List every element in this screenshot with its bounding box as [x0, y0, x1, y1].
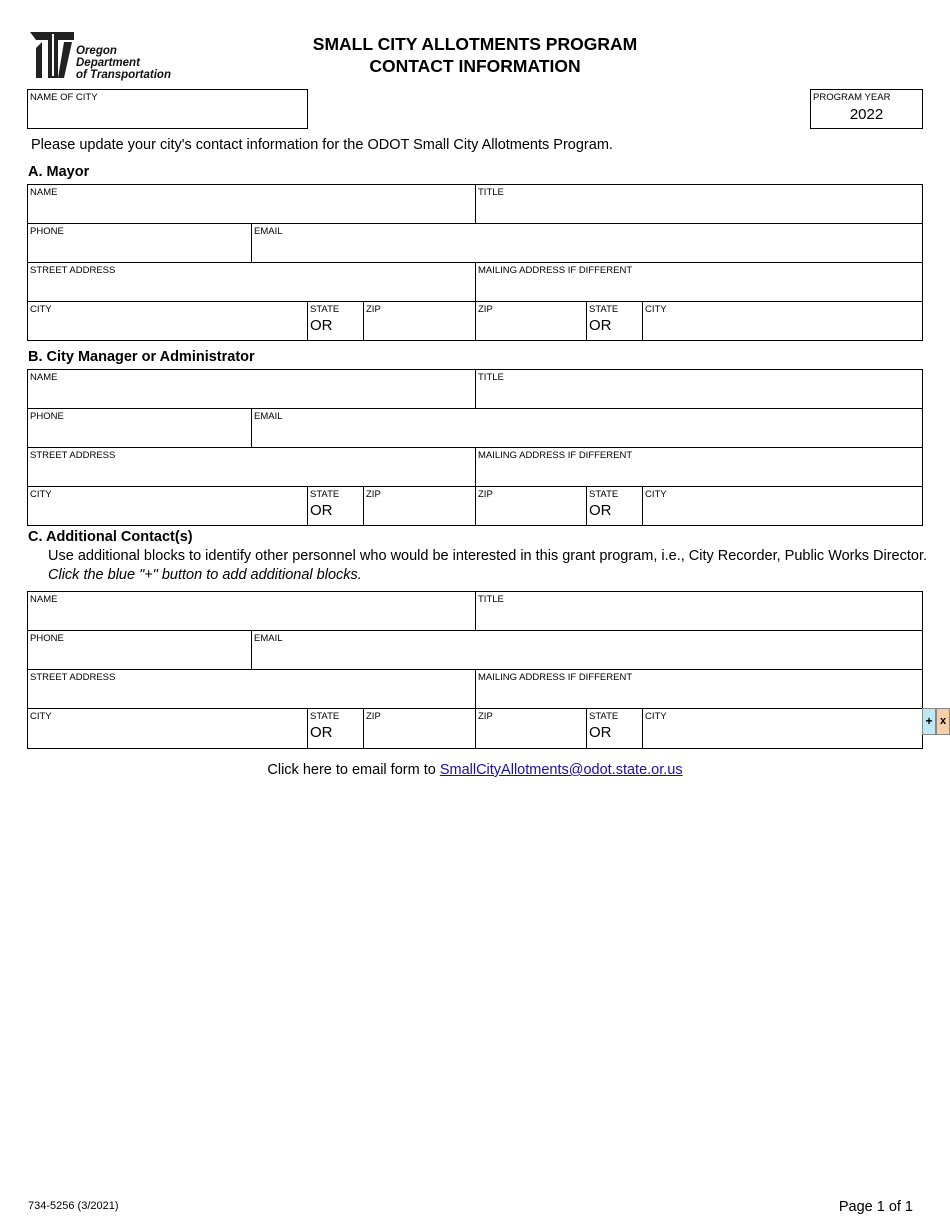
program-year-label: PROGRAM YEAR	[813, 92, 891, 103]
manager-name-field[interactable]	[28, 370, 476, 409]
section-a-block	[27, 184, 923, 341]
field-label: STATE	[589, 711, 619, 722]
field-label: PHONE	[30, 411, 64, 422]
mayor-mail-city-field[interactable]	[643, 302, 922, 340]
field-label: ZIP	[478, 711, 493, 722]
intro-text: Please update your city's contact information for the ODOT Small City Allotments Program.	[31, 137, 613, 153]
manager-mailing-field[interactable]	[476, 448, 922, 487]
contact-title-field[interactable]	[476, 592, 922, 631]
manager-state-field[interactable]	[308, 487, 364, 525]
field-label: STATE	[589, 304, 619, 315]
logo-text	[76, 45, 171, 81]
state-value: OR	[310, 724, 333, 741]
field-label: CITY	[30, 711, 52, 722]
mayor-mail-zip-field[interactable]	[476, 302, 587, 340]
note-italic: Click the blue "+" button to add additional blocks.	[48, 567, 362, 583]
additional-contacts-note	[48, 547, 928, 585]
contact-city-field[interactable]	[28, 709, 308, 748]
field-label: PHONE	[30, 633, 64, 644]
field-label: NAME	[30, 594, 58, 605]
note-text: Use additional blocks to identify other personnel who would be interested in this grant program, i.e., City Recorder, Public Works Director.	[48, 548, 928, 564]
field-label: STATE	[310, 304, 340, 315]
mayor-state-field[interactable]	[308, 302, 364, 340]
field-label: STATE	[310, 711, 340, 722]
email-form-line	[0, 762, 950, 778]
contact-state-field[interactable]	[308, 709, 364, 748]
state-value: OR	[310, 502, 333, 519]
odot-logo-icon	[28, 28, 78, 80]
manager-mail-state-field[interactable]	[587, 487, 643, 525]
contact-name-field[interactable]	[28, 592, 476, 631]
field-label: STREET ADDRESS	[30, 672, 116, 683]
program-year-field[interactable]	[810, 89, 923, 129]
form-number: 734-5256 (3/2021)	[28, 1200, 119, 1212]
manager-phone-field[interactable]	[28, 409, 252, 448]
field-label: EMAIL	[254, 226, 283, 237]
field-label: TITLE	[478, 594, 504, 605]
city-name-label: NAME OF CITY	[30, 92, 98, 103]
odot-logo	[28, 28, 198, 82]
field-label: NAME	[30, 187, 58, 198]
mayor-phone-field[interactable]	[28, 224, 252, 263]
contact-mailing-field[interactable]	[476, 670, 922, 709]
state-value: OR	[310, 317, 333, 334]
field-label: PHONE	[30, 226, 64, 237]
remove-block-button[interactable]: x	[936, 708, 950, 735]
contact-zip-field[interactable]	[364, 709, 476, 748]
field-label: STREET ADDRESS	[30, 450, 116, 461]
manager-city-field[interactable]	[28, 487, 308, 525]
contact-street-field[interactable]	[28, 670, 476, 709]
page-number: Page 1 of 1	[838, 1199, 913, 1215]
logo-line-3: of Transportation	[76, 69, 171, 81]
section-b-block	[27, 369, 923, 526]
add-block-button[interactable]: +	[922, 708, 936, 735]
field-label: ZIP	[478, 304, 493, 315]
contact-mail-state-field[interactable]	[587, 709, 643, 748]
field-label: ZIP	[478, 489, 493, 500]
manager-mail-zip-field[interactable]	[476, 487, 587, 525]
mayor-city-field[interactable]	[28, 302, 308, 340]
section-c-block	[27, 591, 923, 749]
state-value: OR	[589, 502, 612, 519]
state-value: OR	[589, 724, 612, 741]
email-link[interactable]: SmallCityAllotments@odot.state.or.us	[439, 762, 683, 778]
field-label: CITY	[30, 304, 52, 315]
field-label: TITLE	[478, 187, 504, 198]
section-b-heading: B. City Manager or Administrator	[28, 349, 255, 365]
contact-mail-city-field[interactable]	[643, 709, 922, 748]
section-a-heading: A. Mayor	[28, 164, 90, 180]
manager-title-field[interactable]	[476, 370, 922, 409]
mayor-mail-state-field[interactable]	[587, 302, 643, 340]
field-label: TITLE	[478, 372, 504, 383]
program-year-value: 2022	[849, 106, 884, 123]
field-label: ZIP	[366, 711, 381, 722]
mayor-mailing-field[interactable]	[476, 263, 922, 302]
form-title-line-1: SMALL CITY ALLOTMENTS PROGRAM	[312, 34, 638, 54]
form-title-line-2: CONTACT INFORMATION	[369, 56, 581, 76]
contact-email-field[interactable]	[252, 631, 922, 670]
field-label: CITY	[645, 304, 667, 315]
logo-line-1: Oregon	[76, 45, 117, 57]
field-label: NAME	[30, 372, 58, 383]
field-label: MAILING ADDRESS IF DIFFERENT	[478, 450, 633, 461]
field-label: EMAIL	[254, 411, 283, 422]
field-label: CITY	[645, 711, 667, 722]
field-label: CITY	[30, 489, 52, 500]
manager-email-field[interactable]	[252, 409, 922, 448]
city-name-field[interactable]	[27, 89, 308, 129]
manager-street-field[interactable]	[28, 448, 476, 487]
field-label: MAILING ADDRESS IF DIFFERENT	[478, 265, 633, 276]
manager-mail-city-field[interactable]	[643, 487, 922, 525]
field-label: EMAIL	[254, 633, 283, 644]
mayor-street-field[interactable]	[28, 263, 476, 302]
contact-mail-zip-field[interactable]	[476, 709, 587, 748]
mayor-zip-field[interactable]	[364, 302, 476, 340]
field-label: STATE	[589, 489, 619, 500]
state-value: OR	[589, 317, 612, 334]
field-label: ZIP	[366, 489, 381, 500]
field-label: STREET ADDRESS	[30, 265, 116, 276]
mayor-name-field[interactable]	[28, 185, 476, 224]
mayor-email-field[interactable]	[252, 224, 922, 263]
field-label: ZIP	[366, 304, 381, 315]
manager-zip-field[interactable]	[364, 487, 476, 525]
mayor-title-field[interactable]	[476, 185, 922, 224]
field-label: MAILING ADDRESS IF DIFFERENT	[478, 672, 633, 683]
section-c-heading: C. Additional Contact(s)	[28, 529, 193, 545]
field-label: STATE	[310, 489, 340, 500]
logo-line-2: Department	[76, 57, 140, 69]
email-prefix: Click here to email form to	[267, 762, 440, 778]
contact-phone-field[interactable]	[28, 631, 252, 670]
field-label: CITY	[645, 489, 667, 500]
